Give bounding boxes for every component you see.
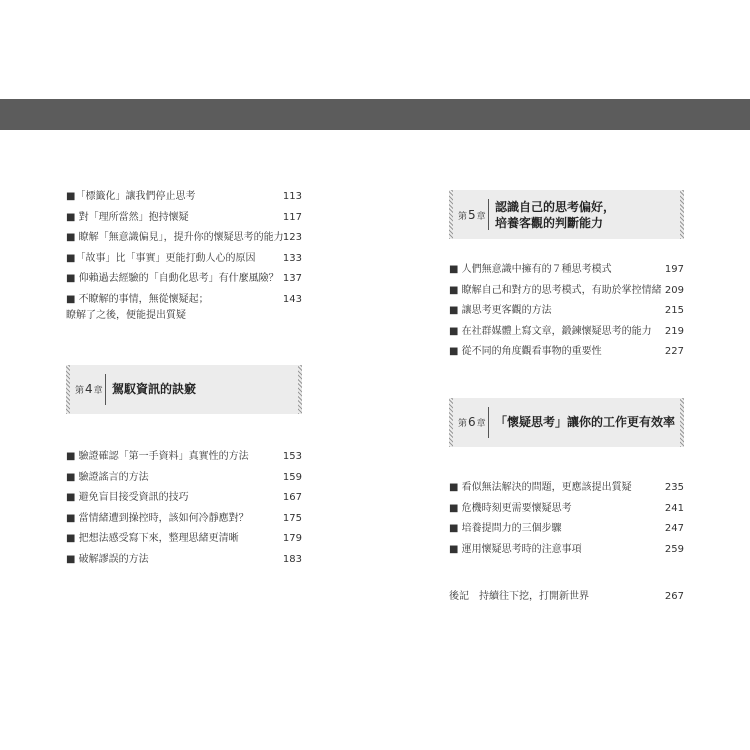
toc-entry bbox=[66, 490, 302, 511]
toc-entry bbox=[449, 542, 684, 563]
toc-entry-title: ■ 破解謬誤的方法 bbox=[66, 553, 149, 565]
chapter-prefix: 第 bbox=[75, 386, 85, 397]
toc-entry-page: 167 bbox=[282, 492, 302, 504]
toc-entry bbox=[66, 449, 302, 470]
chapter-6-heading bbox=[449, 398, 684, 447]
toc-entry-page: 137 bbox=[282, 273, 302, 285]
chapter-title: 駕馭資訊的訣竅 bbox=[112, 382, 197, 397]
toc-list-chapter-5 bbox=[449, 262, 684, 365]
toc-entry-page: 159 bbox=[282, 471, 302, 483]
toc-entry bbox=[66, 251, 302, 272]
toc-entry-page: 143 bbox=[282, 293, 302, 305]
toc-entry-title: ■ 仰賴過去經驗的「自動化思考」有什麼風險？ bbox=[66, 273, 279, 285]
chapter-divider bbox=[105, 374, 106, 405]
chapter-5-heading bbox=[449, 190, 684, 239]
toc-entry bbox=[66, 292, 302, 330]
toc-entry-page: 133 bbox=[282, 252, 302, 264]
toc-list-top bbox=[66, 189, 302, 330]
toc-entry-page: 179 bbox=[282, 533, 302, 545]
toc-entry-page: 227 bbox=[664, 346, 684, 358]
toc-entry-page: 241 bbox=[664, 502, 684, 514]
toc-entry bbox=[66, 511, 302, 532]
toc-right-column bbox=[449, 190, 684, 605]
toc-entry-title: ■ 運用懷疑思考時的注意事項 bbox=[449, 543, 582, 555]
toc-entry-title: ■ 驗證謠言的方法 bbox=[66, 471, 149, 483]
chapter-num: 4 bbox=[85, 382, 93, 397]
toc-entry bbox=[449, 303, 684, 324]
toc-entry bbox=[449, 283, 684, 304]
toc-list-chapter-4 bbox=[66, 449, 302, 573]
chapter-prefix: 第 bbox=[458, 419, 468, 430]
chapter-4-heading bbox=[66, 365, 302, 414]
chapter-suffix: 章 bbox=[476, 211, 486, 222]
afterword-page: 267 bbox=[664, 591, 684, 603]
toc-entry bbox=[449, 262, 684, 283]
toc-entry bbox=[66, 210, 302, 231]
toc-entry-page: 153 bbox=[282, 450, 302, 462]
chapter-divider bbox=[488, 407, 489, 438]
toc-entry-page: 235 bbox=[664, 481, 684, 493]
toc-entry-title: ■ 培養提問力的三個步驟 bbox=[449, 523, 562, 535]
toc-entry-title: ■ 避免盲目接受資訊的技巧 bbox=[66, 492, 189, 504]
toc-entry-title: ■ 危機時刻更需要懷疑思考 bbox=[449, 502, 572, 514]
toc-entry bbox=[66, 470, 302, 491]
toc-list-chapter-6 bbox=[449, 480, 684, 562]
toc-entry-page: 197 bbox=[664, 264, 684, 275]
chapter-num: 6 bbox=[468, 415, 476, 430]
chapter-number bbox=[75, 382, 103, 396]
toc-entry-title: ■ 對「理所當然」抱持懷疑 bbox=[66, 211, 189, 223]
chapter-number bbox=[458, 208, 486, 222]
toc-entry bbox=[449, 324, 684, 345]
toc-entry-title: ■ 不瞭解的事情，無從懷疑起； 瞭解了之後，便能提出質疑 bbox=[66, 293, 209, 321]
toc-entry-title: ■ 把想法感受寫下來，整理思緒更清晰 bbox=[66, 533, 239, 545]
toc-entry-page: 259 bbox=[664, 543, 684, 555]
toc-entry-title: ■「故事」比「事實」更能打動人心的原因 bbox=[66, 252, 256, 264]
chapter-suffix: 章 bbox=[93, 386, 103, 397]
toc-entry-page: 117 bbox=[282, 211, 302, 223]
toc-entry-title: ■ 驗證確認「第一手資料」真實性的方法 bbox=[66, 450, 249, 462]
toc-entry-page: 219 bbox=[664, 325, 684, 337]
toc-entry-page: 175 bbox=[282, 512, 302, 524]
toc-entry bbox=[449, 521, 684, 542]
toc-entry-title: ■ 瞭解自己和對方的思考模式，有助於掌控情緒 bbox=[449, 284, 662, 296]
chapter-num: 5 bbox=[468, 207, 476, 222]
toc-entry-title: ■ 瞭解「無意識偏見」，提升你的懷疑思考的能力 bbox=[66, 232, 284, 244]
toc-entry bbox=[66, 531, 302, 552]
toc-entry-title: ■ 看似無法解決的問題，更應該提出質疑 bbox=[449, 481, 632, 493]
chapter-title: 認識自己的思考偏好， 培養客觀的判斷能力 bbox=[495, 199, 616, 230]
toc-entry bbox=[66, 230, 302, 251]
toc-entry-title: ■ 在社群媒體上寫文章，鍛鍊懷疑思考的能力 bbox=[449, 325, 652, 337]
toc-entry bbox=[449, 344, 684, 365]
toc-entry-page: 113 bbox=[282, 191, 302, 202]
chapter-divider bbox=[488, 199, 489, 230]
toc-entry bbox=[66, 271, 302, 292]
toc-entry-title: ■ 從不同的角度觀看事物的重要性 bbox=[449, 346, 602, 358]
toc-entry-title: ■ 人們無意識中擁有的７種思考模式 bbox=[449, 264, 612, 275]
afterword-entry bbox=[449, 589, 684, 605]
toc-left-column bbox=[66, 189, 302, 573]
top-banner bbox=[0, 99, 750, 130]
chapter-number bbox=[458, 415, 486, 429]
afterword-title: 後記 持續往下挖，打開新世界 bbox=[449, 591, 589, 603]
toc-entry-title: ■ 當情緒遭到操控時，該如何冷靜應對？ bbox=[66, 512, 249, 524]
chapter-title: 「懷疑思考」讓你的工作更有效率 bbox=[495, 415, 676, 430]
toc-entry-page: 215 bbox=[664, 305, 684, 317]
chapter-suffix: 章 bbox=[476, 419, 486, 430]
toc-entry bbox=[66, 189, 302, 210]
toc-entry-page: 183 bbox=[282, 553, 302, 565]
toc-entry-title: ■「標籤化」讓我們停止思考 bbox=[66, 191, 196, 202]
toc-entry-title: ■ 讓思考更客觀的方法 bbox=[449, 305, 552, 317]
toc-entry bbox=[66, 552, 302, 573]
toc-entry bbox=[449, 480, 684, 501]
toc-entry-page: 209 bbox=[664, 284, 684, 296]
toc-entry-page: 123 bbox=[282, 232, 302, 244]
chapter-prefix: 第 bbox=[458, 211, 468, 222]
toc-entry-page: 247 bbox=[664, 523, 684, 535]
toc-entry bbox=[449, 501, 684, 522]
